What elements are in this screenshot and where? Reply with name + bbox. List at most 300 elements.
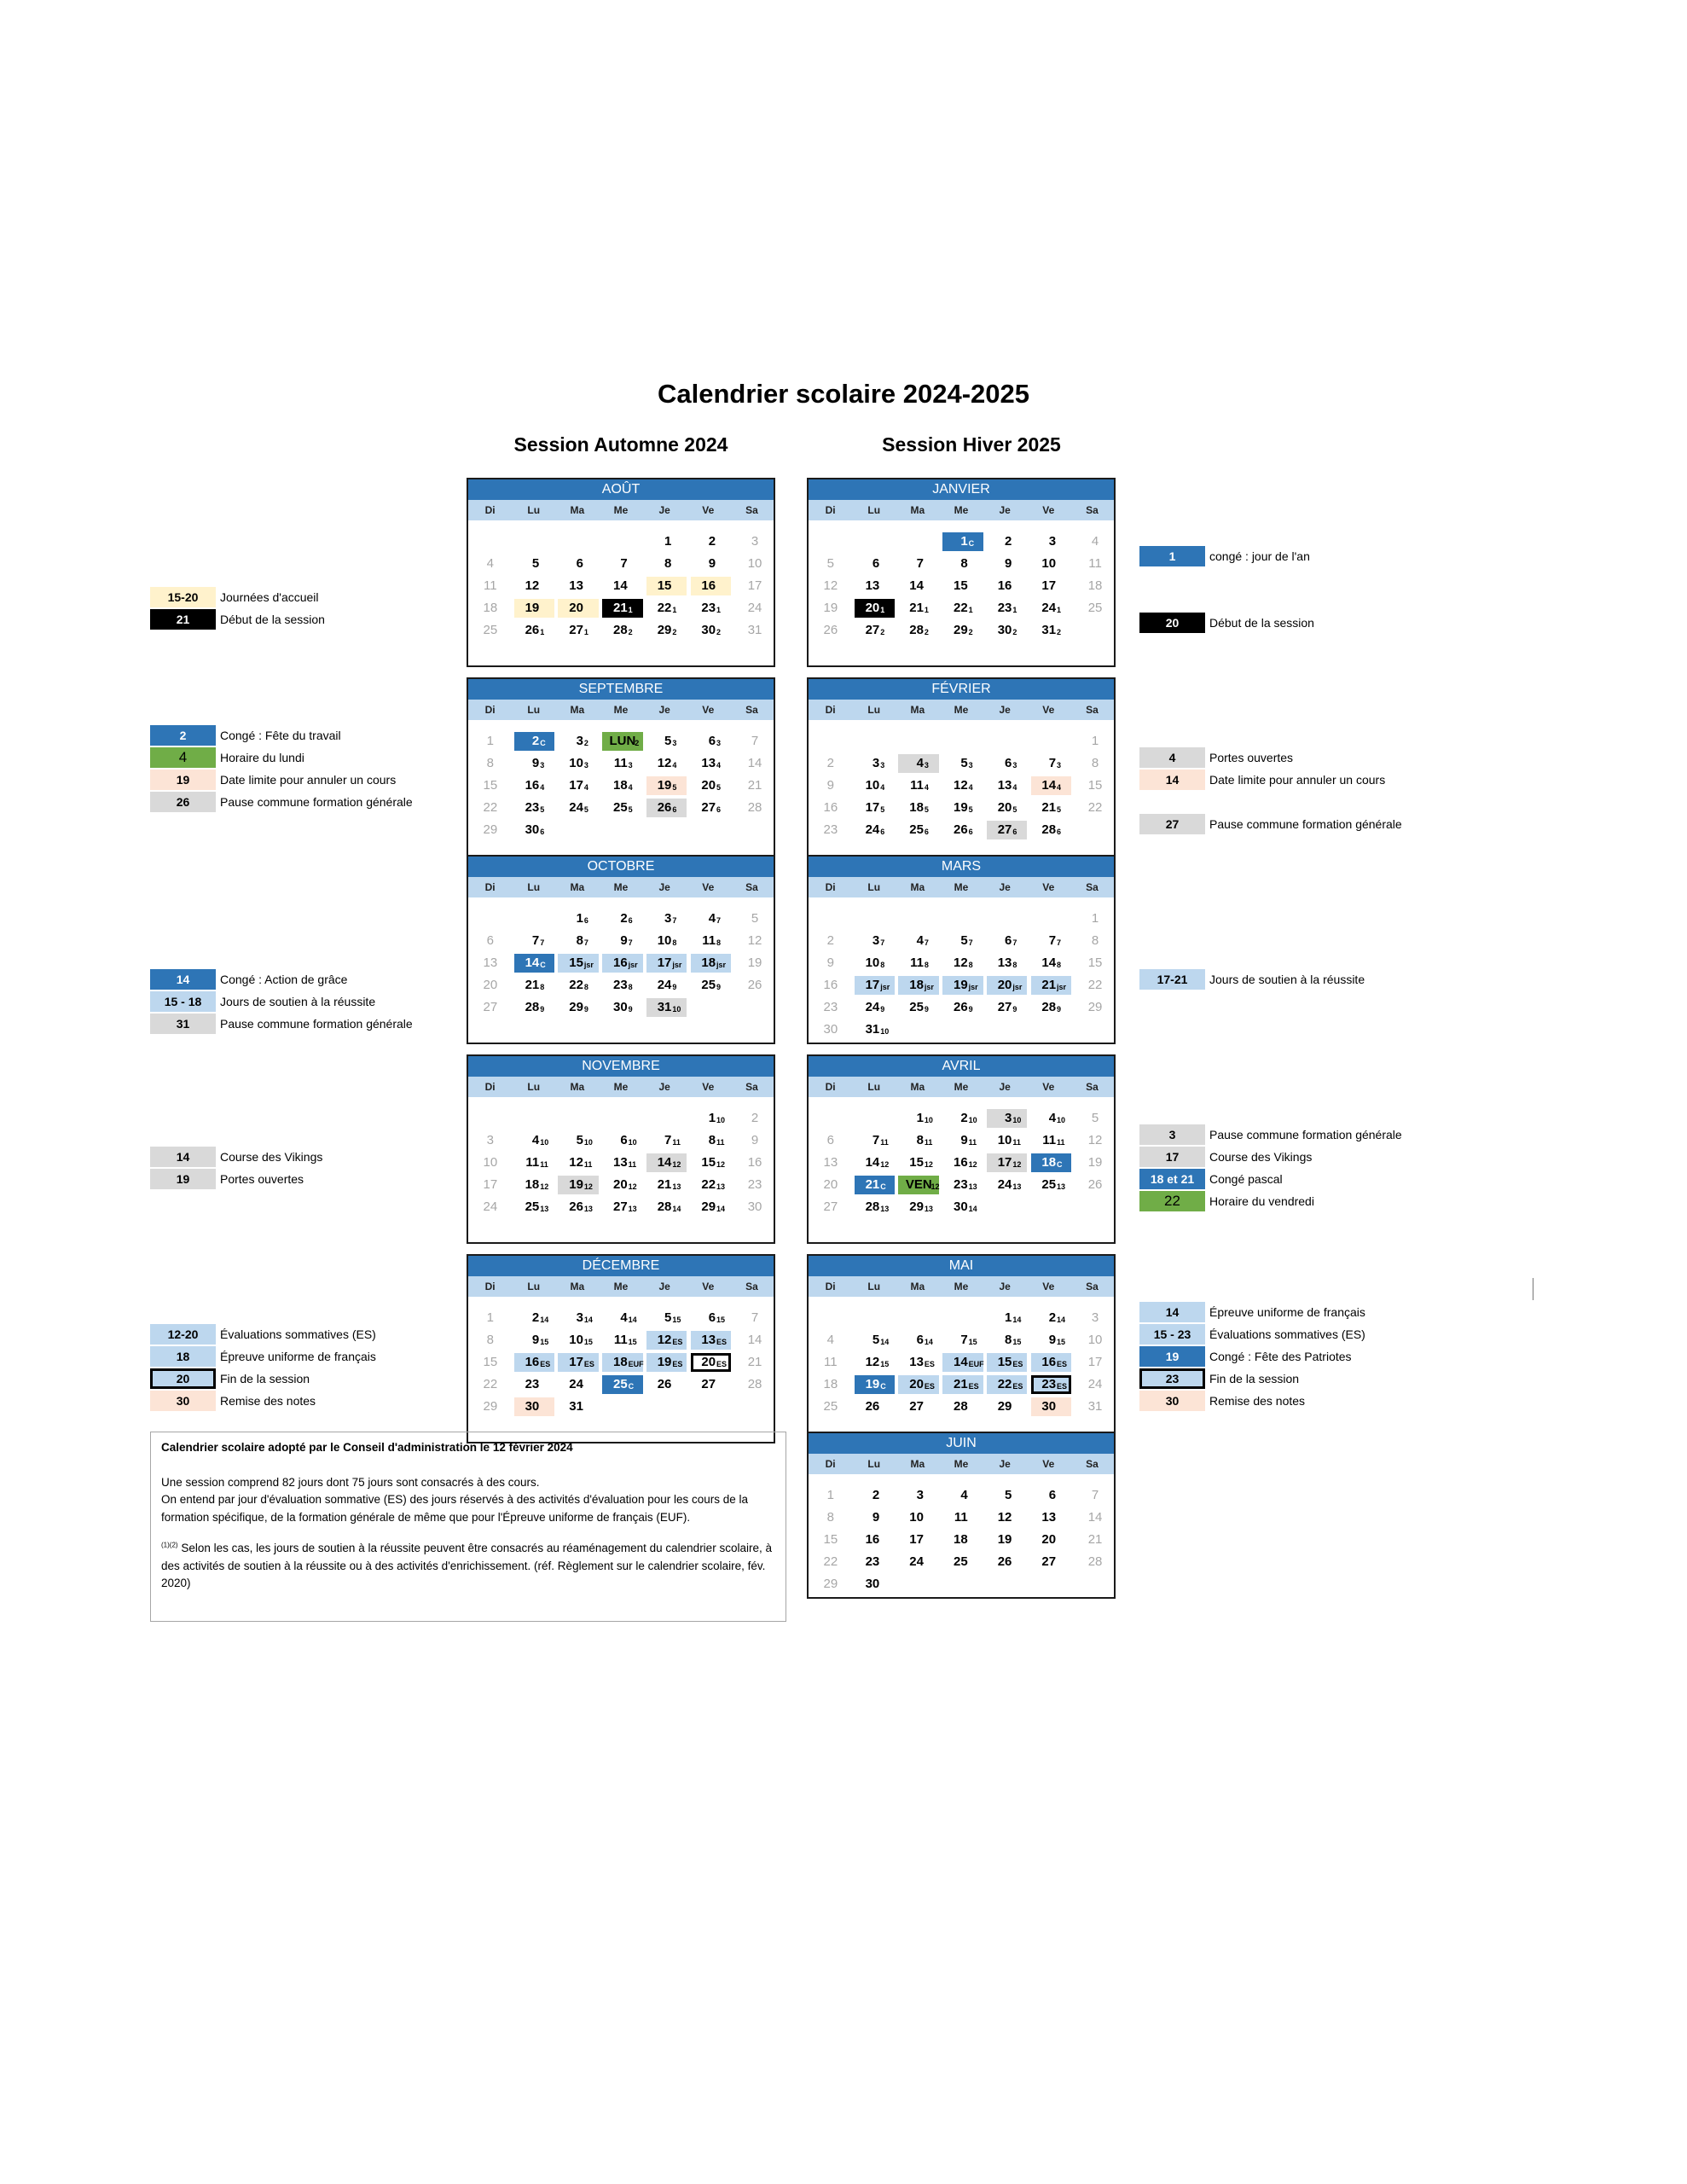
legend-label: congé : jour de l'an (1209, 549, 1310, 563)
day-counter: 6 (540, 828, 545, 836)
day-counter: 5 (628, 805, 633, 814)
day-counter: 14 (968, 1205, 977, 1213)
day-number: 12 (997, 1510, 1012, 1525)
legend-badge: 23 (1139, 1368, 1205, 1389)
month-fevrier (807, 677, 1116, 867)
day-cell (602, 1353, 643, 1372)
day-cell (1031, 754, 1072, 773)
day-cell: 19 (1087, 1155, 1103, 1170)
day-number: 17 (865, 978, 880, 992)
day-number: 29 (701, 1199, 716, 1214)
day-cell: 26 (747, 978, 762, 992)
day-number: 5 (1005, 1488, 1012, 1502)
weekday-label: Je (658, 1081, 670, 1093)
day-number: 30 (525, 822, 540, 837)
weekday-header (809, 1276, 1114, 1297)
legend-item (150, 587, 491, 607)
legend-badge: 15-20 (150, 587, 216, 607)
weekday-label: Me (954, 504, 969, 516)
day-cell (855, 932, 896, 950)
day-cell: 8 (826, 1510, 835, 1525)
day-counter: ES (968, 1382, 979, 1391)
day-counter: 15 (1057, 1338, 1066, 1346)
legend-badge: 18 (150, 1346, 216, 1367)
day-counter: 8 (716, 938, 722, 947)
day-number: 4 (1048, 1111, 1057, 1125)
day-number: 19 (657, 1355, 672, 1369)
day-number: 9 (1005, 556, 1012, 571)
legend-badge: 4 (1139, 747, 1205, 768)
day-cell (898, 1331, 939, 1350)
day-counter: 8 (672, 938, 677, 947)
day-cell (691, 1309, 732, 1327)
day-number: 28 (525, 1000, 540, 1014)
day-counter: 12 (930, 1182, 940, 1191)
day-counter: 9 (1057, 1005, 1062, 1014)
notes-paragraph-2: On entend par jour d'évaluation sommative (ES) des jours réservés à des activités d'évaluation pour les cours de la formation spécifique, de la formation générale de même que pour l'Épreuve uniforme de français (EUF). (161, 1493, 749, 1524)
legend-label: Course des Vikings (220, 1150, 323, 1164)
day-cell: 9 (751, 1133, 759, 1147)
day-counter: 13 (1012, 1182, 1022, 1191)
day-number: 2 (708, 534, 716, 549)
day-number: 22 (569, 978, 583, 992)
day-cell (514, 754, 555, 773)
day-cell: 16 (823, 978, 838, 992)
day-cell (987, 776, 1028, 795)
day-grid (809, 897, 1114, 1041)
day-cell (987, 1553, 1028, 1571)
day-counter: 2 (583, 739, 588, 747)
day-cell (646, 1198, 687, 1217)
day-number: 9 (531, 1333, 540, 1347)
day-cell: 7 (751, 1310, 759, 1325)
day-cell (987, 1486, 1028, 1505)
day-counter: 14 (628, 1316, 637, 1324)
day-cell (898, 932, 939, 950)
day-number: 18 (701, 956, 716, 970)
weekday-label: Je (999, 1081, 1011, 1093)
legend-badge: 1 (1139, 546, 1205, 566)
legend-label: Congé : Fête du travail (220, 729, 341, 742)
day-number: 21 (1041, 978, 1057, 992)
day-cell (898, 1131, 939, 1150)
day-cell: 1 (486, 734, 495, 748)
day-number: 17 (569, 778, 583, 793)
day-counter: 3 (1012, 761, 1017, 770)
day-counter: 1 (540, 628, 545, 636)
legend-badge: 17-21 (1139, 969, 1205, 990)
day-number: 27 (701, 1377, 716, 1391)
day-cell: 14 (1087, 1510, 1103, 1525)
day-cell (1031, 1531, 1072, 1549)
footnote-mark: (1)(2) (161, 1541, 178, 1549)
day-cell (898, 821, 939, 839)
day-counter: 13 (628, 1205, 637, 1213)
day-number: 22 (953, 601, 968, 615)
day-number: 9 (531, 756, 540, 770)
day-cell (1031, 1309, 1072, 1327)
day-cell (691, 799, 732, 817)
day-number: 27 (997, 1000, 1012, 1014)
day-cell: 3 (486, 1133, 495, 1147)
day-cell (987, 532, 1028, 551)
day-number: 12 (953, 956, 968, 970)
day-cell (691, 1131, 732, 1150)
legend-item (1139, 747, 1481, 768)
day-counter: 4 (540, 783, 545, 792)
weekday-label: Je (658, 1281, 670, 1292)
day-counter: 5 (924, 805, 929, 814)
day-number: 31 (865, 1022, 880, 1037)
day-cell (898, 1553, 939, 1571)
legend-item (150, 770, 491, 790)
day-cell (646, 976, 687, 995)
day-counter: 9 (880, 1005, 885, 1014)
day-cell (646, 532, 687, 551)
day-cell: 12 (747, 933, 762, 948)
month-novembre (467, 1054, 775, 1244)
day-counter: 14 (1012, 1316, 1022, 1324)
day-cell (942, 821, 983, 839)
day-cell (691, 732, 732, 751)
weekday-label: Ma (910, 504, 925, 516)
weekday-label: Lu (867, 504, 881, 516)
day-number: 15 (953, 578, 968, 593)
day-grid (809, 1097, 1114, 1240)
weekday-label: Lu (527, 881, 541, 893)
day-cell (1031, 1397, 1072, 1416)
day-number: 14 (1041, 956, 1057, 970)
legend-item (150, 1391, 491, 1411)
day-cell: 3 (1091, 1310, 1099, 1325)
day-cell (558, 1153, 599, 1172)
day-counter: 3 (716, 739, 722, 747)
day-number: 29 (657, 623, 672, 637)
day-number: 18 (909, 800, 924, 815)
day-cell (898, 1153, 939, 1172)
day-number: 12 (657, 1333, 672, 1347)
day-cell: 11 (824, 1355, 838, 1369)
weekday-header (468, 500, 774, 520)
day-number: 4 (960, 1488, 968, 1502)
day-counter: 5 (1012, 805, 1017, 814)
weekday-label: Ma (910, 1281, 925, 1292)
day-counter: 15 (880, 1360, 890, 1368)
legend-badge: 14 (1139, 1302, 1205, 1322)
legend-item (1139, 814, 1481, 834)
day-cell (514, 1353, 555, 1372)
day-number: 7 (916, 556, 924, 571)
day-cell (558, 599, 599, 618)
day-number: 2 (531, 734, 540, 748)
weekday-header (468, 700, 774, 720)
day-counter: ES (1057, 1382, 1068, 1391)
legend-item (150, 991, 491, 1012)
weekday-label: Lu (867, 1281, 881, 1292)
day-number: 7 (620, 556, 628, 571)
day-number: 19 (953, 800, 968, 815)
day-number: 20 (909, 1377, 924, 1391)
day-cell (691, 1353, 732, 1372)
day-cell: 8 (1091, 933, 1099, 948)
day-cell: 9 (826, 956, 835, 970)
day-cell: 28 (747, 1377, 762, 1391)
day-cell (942, 1553, 983, 1571)
month-octobre (467, 855, 775, 1044)
day-counter: 14 (583, 1316, 593, 1324)
day-counter: 3 (880, 761, 885, 770)
day-number: 5 (664, 1310, 672, 1325)
weekday-label: Sa (745, 504, 758, 516)
day-counter: 9 (716, 983, 722, 991)
day-cell: 3 (751, 534, 759, 549)
day-counter: 10 (1012, 1116, 1022, 1124)
day-number: 13 (1041, 1510, 1057, 1525)
day-cell (855, 555, 896, 573)
day-cell (898, 1508, 939, 1527)
day-counter: 3 (968, 761, 973, 770)
legend-label: Horaire du vendredi (1209, 1194, 1314, 1208)
day-counter: jsr (924, 983, 934, 991)
day-counter: 6 (716, 805, 722, 814)
weekday-label: Ma (570, 1281, 585, 1292)
weekday-header (468, 1276, 774, 1297)
day-number: 11 (910, 956, 924, 970)
day-number: 12 (569, 1155, 583, 1170)
day-number: 3 (916, 1488, 924, 1502)
weekday-label: Ma (570, 881, 585, 893)
day-cell (855, 1176, 896, 1194)
day-cell: 15 (483, 1355, 498, 1369)
day-cell (855, 1397, 896, 1416)
legend-label: Pause commune formation générale (220, 795, 413, 809)
day-number: 20 (569, 601, 583, 615)
day-number: 26 (953, 822, 968, 837)
day-cell (602, 932, 643, 950)
day-cell (898, 1176, 939, 1194)
day-number: 22 (657, 601, 672, 615)
legend-item (1139, 770, 1481, 790)
day-counter: 5 (716, 783, 722, 792)
day-cell (942, 1397, 983, 1416)
weekday-label: Me (613, 504, 629, 516)
month-juin (807, 1432, 1116, 1599)
day-cell: 15 (1087, 778, 1103, 793)
day-number: 3 (872, 756, 880, 770)
weekday-label: Ma (570, 1081, 585, 1093)
day-cell: 12 (823, 578, 838, 593)
day-cell (855, 976, 896, 995)
day-number: 5 (531, 556, 540, 571)
day-cell (602, 909, 643, 928)
day-cell (855, 776, 896, 795)
day-cell: 6 (826, 1133, 835, 1147)
legend-item (1139, 1191, 1481, 1211)
day-counter: 14 (924, 1338, 933, 1346)
legend-item (150, 792, 491, 812)
day-grid (468, 1097, 774, 1240)
legend-label: Date limite pour annuler un cours (1209, 773, 1386, 787)
day-counter: ES (1012, 1382, 1023, 1391)
day-cell: 22 (483, 800, 498, 815)
day-number: 29 (569, 1000, 583, 1014)
day-counter: 12 (716, 1160, 726, 1169)
day-counter: 1 (1057, 606, 1062, 614)
day-counter: 15 (1012, 1338, 1022, 1346)
day-cell (514, 1331, 555, 1350)
day-counter: 3 (924, 761, 929, 770)
day-number: 14 (1041, 778, 1057, 793)
day-cell (855, 1020, 896, 1039)
month-name: MAI (809, 1256, 1114, 1276)
day-cell (942, 1531, 983, 1549)
day-number: 21 (909, 601, 924, 615)
day-number: 18 (612, 1355, 628, 1369)
day-cell: 22 (1087, 978, 1103, 992)
legend-item (1139, 1124, 1481, 1145)
day-counter: 3 (672, 739, 677, 747)
month-name: AOÛT (468, 479, 774, 500)
day-counter: C (880, 1382, 886, 1391)
day-counter: 2 (672, 628, 677, 636)
weekday-label: Sa (1086, 1081, 1099, 1093)
day-cell (987, 1176, 1028, 1194)
day-number: 19 (569, 1177, 583, 1192)
day-number: 13 (909, 1355, 924, 1369)
day-number: 30 (1041, 1399, 1057, 1414)
day-cell (855, 754, 896, 773)
day-cell (558, 799, 599, 817)
legend-badge: 14 (150, 969, 216, 990)
day-cell (646, 732, 687, 751)
day-counter: 13 (672, 1182, 681, 1191)
legend-badge: 26 (150, 792, 216, 812)
weekday-header (809, 700, 1114, 720)
day-cell (691, 1198, 732, 1217)
day-number: 19 (525, 601, 540, 615)
day-cell: 23 (823, 822, 838, 837)
day-counter: jsr (583, 961, 594, 969)
day-cell (1031, 532, 1072, 551)
day-cell: 18 (823, 1377, 838, 1391)
day-number: 24 (569, 1377, 583, 1391)
day-number: 18 (1041, 1155, 1057, 1170)
day-number: 15 (909, 1155, 924, 1170)
day-number: 25 (701, 978, 716, 992)
weekday-label: Me (954, 1281, 969, 1292)
day-number: 15 (657, 578, 672, 593)
day-counter: 15 (968, 1338, 977, 1346)
day-counter: 10 (716, 1116, 726, 1124)
month-name: AVRIL (809, 1056, 1114, 1077)
day-cell (691, 976, 732, 995)
day-cell (987, 976, 1028, 995)
day-cell (942, 1153, 983, 1172)
day-number: 5 (576, 1133, 583, 1147)
weekday-label: Ve (702, 1281, 715, 1292)
day-number: 14 (953, 1355, 968, 1369)
day-number: 4 (531, 1133, 540, 1147)
weekday-label: Di (825, 704, 836, 716)
legend-badge: 14 (150, 1147, 216, 1167)
day-number: 30 (865, 1577, 880, 1591)
legend-label: Remise des notes (1209, 1394, 1306, 1408)
day-cell (691, 1109, 732, 1128)
day-cell (646, 555, 687, 573)
weekday-label: Di (825, 881, 836, 893)
day-counter: 2 (635, 739, 640, 747)
day-cell (1031, 555, 1072, 573)
weekday-label: Lu (527, 1281, 541, 1292)
day-counter: 5 (1057, 805, 1062, 814)
month-name: JUIN (809, 1433, 1114, 1454)
day-counter: 12 (880, 1160, 890, 1169)
day-counter: ES (924, 1360, 935, 1368)
day-cell (602, 555, 643, 573)
day-cell (558, 1176, 599, 1194)
day-counter: 6 (924, 828, 929, 836)
day-number: 17 (997, 1155, 1012, 1170)
day-cell (558, 1397, 599, 1416)
day-number: 20 (997, 978, 1012, 992)
day-cell: 1 (826, 1488, 835, 1502)
day-counter: EUF (968, 1360, 984, 1368)
day-counter: 8 (628, 983, 633, 991)
day-number: 27 (612, 1199, 628, 1214)
day-number: 28 (1041, 1000, 1057, 1014)
day-counter: 15 (672, 1316, 681, 1324)
legend-item (150, 747, 491, 768)
day-cell (1031, 599, 1072, 618)
day-cell: 16 (823, 800, 838, 815)
legend-badge: 12-20 (150, 1324, 216, 1345)
day-number: 23 (612, 978, 628, 992)
weekday-label: Ve (702, 881, 715, 893)
legend-badge: 22 (1139, 1191, 1205, 1211)
day-cell: 15 (823, 1532, 838, 1547)
day-cell (855, 998, 896, 1017)
day-cell: 1 (1091, 911, 1099, 926)
day-counter: 10 (628, 1138, 637, 1147)
day-cell (1031, 1353, 1072, 1372)
day-counter: 11 (583, 1160, 593, 1169)
day-number: 6 (1005, 933, 1012, 948)
day-cell (987, 1397, 1028, 1416)
day-number: 3 (664, 911, 672, 926)
day-number: 10 (865, 956, 880, 970)
day-cell (855, 1375, 896, 1394)
day-cell (558, 1131, 599, 1150)
day-counter: 11 (672, 1138, 681, 1147)
day-cell: 6 (486, 933, 495, 948)
day-cell (898, 776, 939, 795)
day-cell (602, 577, 643, 595)
day-cell (942, 799, 983, 817)
legend-badge: 20 (1139, 613, 1205, 633)
month-name: NOVEMBRE (468, 1056, 774, 1077)
day-cell (558, 754, 599, 773)
day-number: 7 (531, 933, 540, 948)
day-cell (514, 1153, 555, 1172)
weekday-label: Sa (1086, 1281, 1099, 1292)
day-number: 20 (865, 601, 880, 615)
day-cell (514, 998, 555, 1017)
day-counter: 11 (540, 1160, 548, 1169)
day-cell (898, 555, 939, 573)
day-cell: 24 (483, 1199, 498, 1214)
legend-item (1139, 546, 1481, 566)
day-counter: 14 (880, 1338, 890, 1346)
